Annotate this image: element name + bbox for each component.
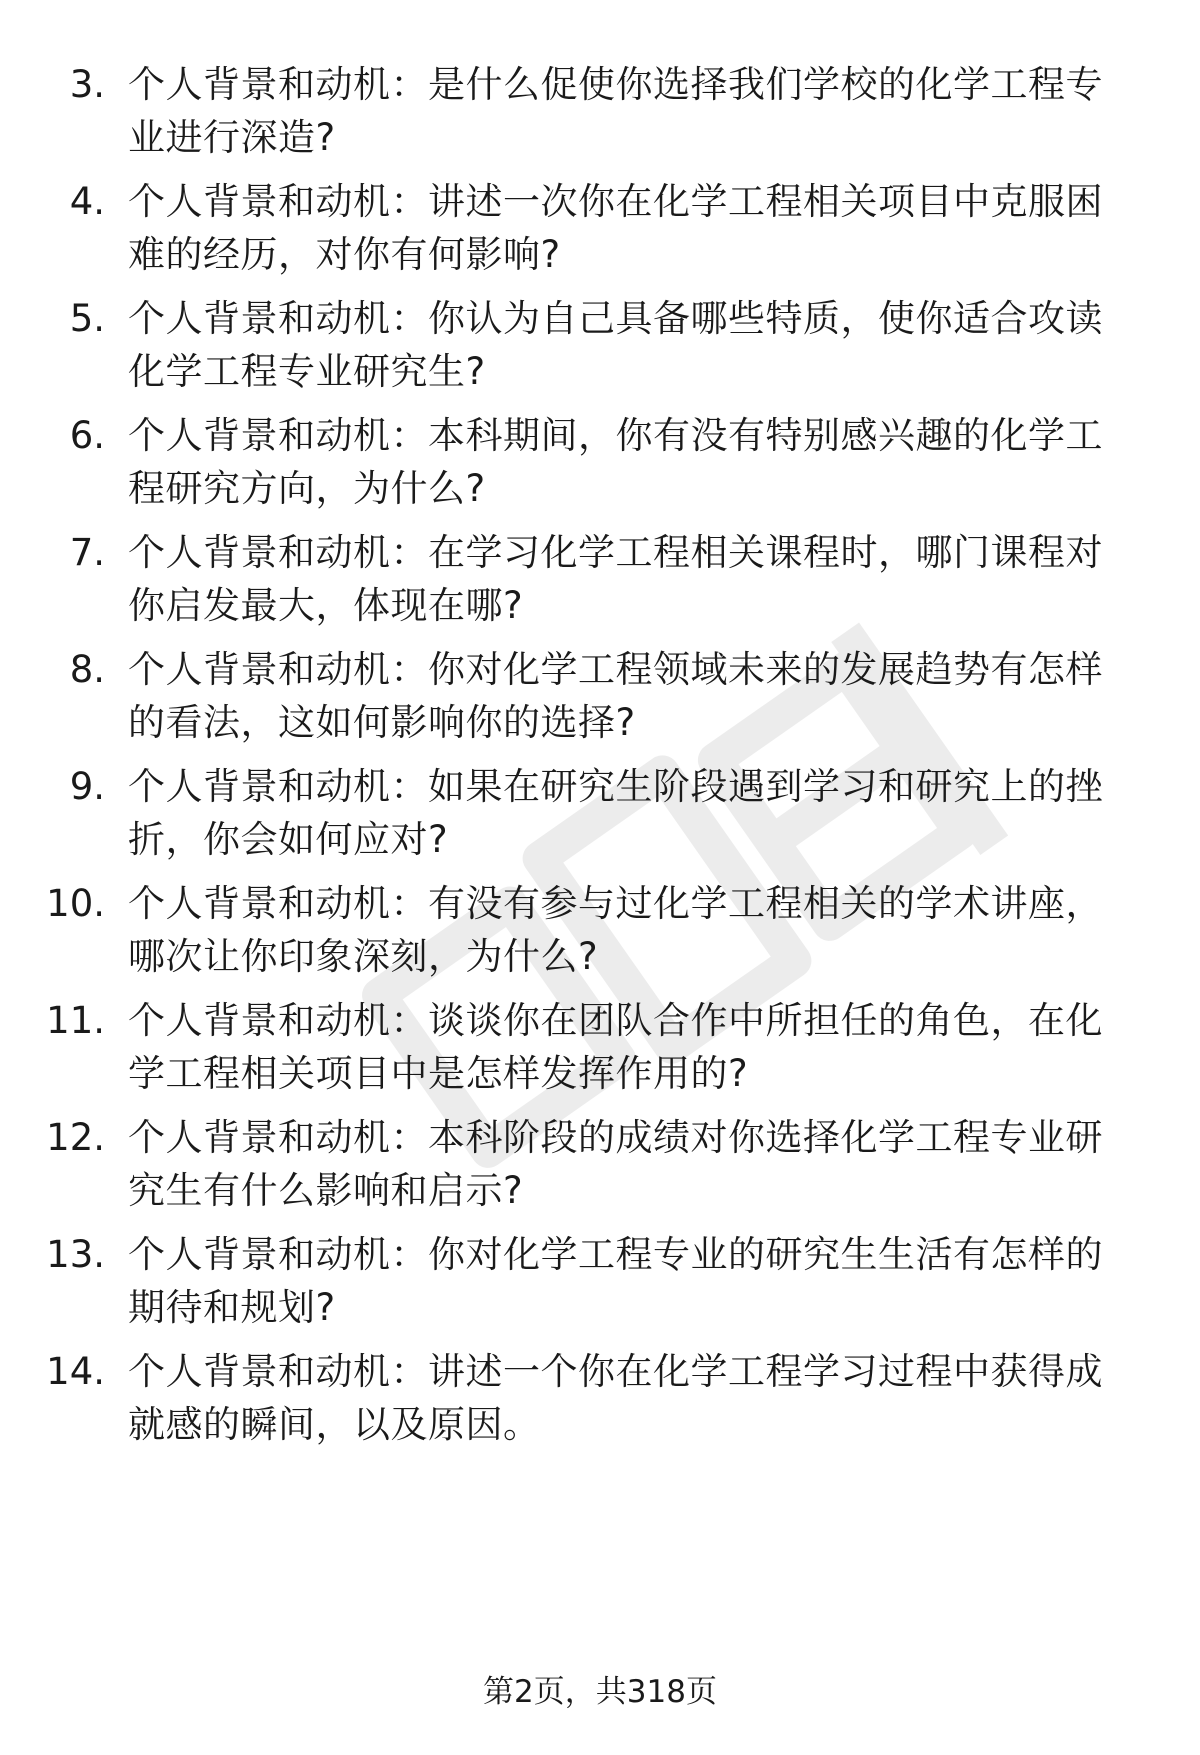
question-text: 个人背景和动机：讲述一次你在化学工程相关项目中克服困难的经历，对你有何影响?	[128, 180, 1103, 276]
page-number-footer: 第2页，共318页	[483, 1674, 717, 1710]
question-text: 个人背景和动机：本科期间，你有没有特别感兴趣的化学工程研究方向，为什么?	[128, 414, 1103, 510]
question-number: 4.	[69, 180, 105, 223]
question-number: 7.	[69, 531, 105, 574]
question-number: 11.	[46, 999, 105, 1042]
question-number: 14.	[46, 1350, 105, 1393]
question-text: 个人背景和动机：有没有参与过化学工程相关的学术讲座，哪次让你印象深刻，为什么?	[128, 882, 1103, 978]
question-text: 个人背景和动机：在学习化学工程相关课程时，哪门课程对你启发最大，体现在哪?	[128, 531, 1103, 627]
question-text: 个人背景和动机：如果在研究生阶段遇到学习和研究上的挫折，你会如何应对?	[128, 765, 1103, 861]
question-text: 个人背景和动机：讲述一个你在化学工程学习过程中获得成就感的瞬间，以及原因。	[128, 1350, 1103, 1446]
question-text: 个人背景和动机：谈谈你在团队合作中所担任的角色，在化学工程相关项目中是怎样发挥作用的?	[128, 999, 1103, 1095]
question-number: 9.	[69, 765, 105, 808]
question-text: 个人背景和动机：你对化学工程领域未来的发展趋势有怎样的看法，这如何影响你的选择?	[128, 648, 1103, 744]
question-number: 6.	[69, 414, 105, 457]
question-number: 12.	[46, 1116, 105, 1159]
question-text: 个人背景和动机：本科阶段的成绩对你选择化学工程专业研究生有什么影响和启示?	[128, 1116, 1103, 1212]
question-number: 13.	[46, 1233, 105, 1276]
question-text: 个人背景和动机：你对化学工程专业的研究生生活有怎样的期待和规划?	[128, 1233, 1103, 1329]
question-number: 10.	[46, 882, 105, 925]
question-number: 5.	[69, 297, 105, 340]
question-number: 3.	[69, 63, 105, 106]
question-text: 个人背景和动机：你认为自己具备哪些特质，使你适合攻读化学工程专业研究生?	[128, 297, 1103, 393]
question-text: 个人背景和动机：是什么促使你选择我们学校的化学工程专业进行深造?	[128, 63, 1103, 159]
question-number: 8.	[69, 648, 105, 691]
